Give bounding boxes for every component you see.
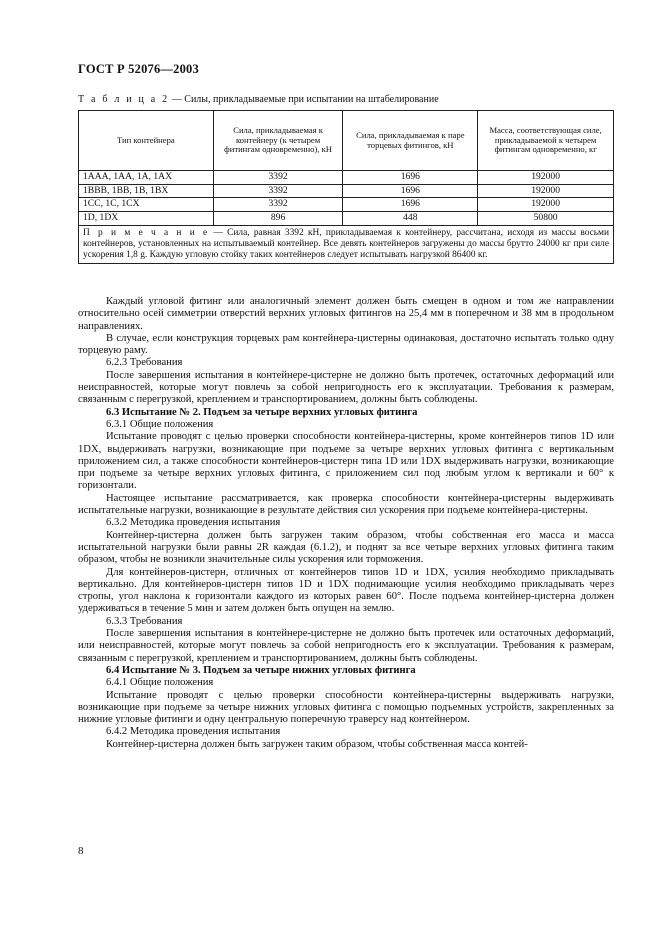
subsection-heading: 6.4.2 Методика проведения испытания	[106, 726, 281, 738]
paragraph: Каждый угловой фитинг или аналогичный элемент должен быть смещен в одном и том же направлении относительно осей симметрии отверстий верхних угловых фитингов на 25,4 мм в поперечном и 38 мм в продольном направлениях.	[78, 296, 614, 332]
table-row	[79, 212, 614, 226]
paragraph: Контейнер-цистерна должен быть загружен таким образом, чтобы собственная масса контей-	[106, 738, 528, 750]
table-cell: 1696	[343, 171, 478, 185]
paragraph: После завершения испытания в контейнере-цистерне не должно быть протечек, остаточных деформаций или неисправностей, которые могут повлечь за собой непригодность его к эксплуатации. Требования к размерам, связанным с перегрузкой, креплением и транспортированием, должны быть соблюдены.	[78, 369, 614, 406]
paragraph: Настоящее испытание рассматривается, как проверка способности контейнера-цистерны выдерживать испытательные нагрузки, возникающие в результате действия сил ускорения при подъеме контейнера-цистерны.	[78, 492, 614, 517]
table-note	[79, 225, 614, 263]
table-note-row	[79, 225, 614, 263]
table-row	[79, 184, 614, 198]
subsection-heading: 6.3.1 Общие положения	[106, 418, 214, 430]
table-note-label: П р и м е ч а н и е	[83, 227, 210, 238]
paragraph: Для контейнеров-цистерн, отличных от контейнеров типов 1D и 1DX, усилия необходимо прикладывать вертикально. Для контейнеров-цистерн типов 1D и 1DX поднимающие усилия необходимо прикладывать через стропы, угол наклона к горизонтали каждого из которых равен 60°. После подъема контейнер-цистерна должен удерживаться в течение 5 мин и затем должен быть опущен на землю.	[78, 566, 614, 615]
paragraph: Контейнер-цистерна должен быть загружен таким образом, чтобы собственная его масса и масса испытательной нагрузки были равны 2R каждая (6.1.2), и поднят за все четыре верхних угловых фитинга таким образом, чтобы не возникли значительные силы ускорения или торможения.	[78, 529, 614, 566]
document-body	[78, 296, 614, 751]
document-header: ГОСТ Р 52076—2003	[78, 62, 199, 76]
table-caption	[78, 94, 439, 105]
table-header-row	[79, 111, 614, 171]
paragraph: В случае, если конструкция торцевых рам контейнера-цистерны одинаковая, достаточно испытать только одну торцевую раму.	[78, 332, 614, 357]
column-header: Сила, прикладываемая к паре торцевых фитингов, кН	[343, 111, 478, 171]
table-cell: 192000	[478, 184, 614, 198]
table-cell: 3392	[213, 198, 343, 212]
table-row	[79, 198, 614, 212]
table-cell: 448	[343, 212, 478, 226]
column-header: Сила, прикладываемая к контейнеру (к четырем фитингам одновременно), кН	[213, 111, 343, 171]
section-heading: 6.3 Испытание № 2. Подъем за четыре верхних угловых фитинга	[106, 406, 418, 418]
column-header: Масса, соответствующая силе, прикладываемой к четырем фитингам одновременно, кг	[478, 111, 614, 171]
section-heading: 6.4 Испытание № 3. Подъем за четыре нижних угловых фитинга	[106, 664, 416, 676]
subsection-heading: 6.3.2 Методика проведения испытания	[106, 517, 281, 529]
subsection-heading: 6.3.3 Требования	[106, 615, 183, 627]
paragraph: После завершения испытания в контейнере-цистерне не должно быть протечек или остаточных деформаций, или неисправностей, которые могут повлечь за собой непригодность его к эксплуатации. Требования к размерам, связанным с перегрузкой, креплением и транспортированием, должны быть соблюдены.	[78, 628, 614, 664]
table-cell: 1696	[343, 184, 478, 198]
table-cell: 3392	[213, 184, 343, 198]
table-cell: 1D, 1DX	[79, 212, 214, 226]
subsection-heading: 6.2.3 Требования	[106, 357, 183, 369]
paragraph: Испытание проводят с целью проверки способности контейнера-цистерны выдерживать нагрузки, возникающие при подъеме за четыре нижних угловых фитинга с помощью подъемных устройств, закрепленных за нижние угловые фитинги и одну центральную поперечную траверсу над контейнером.	[78, 689, 614, 726]
table-caption-text: — Силы, прикладываемые при испытании на штабелирование	[169, 94, 439, 105]
table-row	[79, 171, 614, 185]
table-cell: 1AAA, 1AA, 1A, 1AX	[79, 171, 214, 185]
table-cell: 896	[213, 212, 343, 226]
table-cell: 1CC, 1C, 1CX	[79, 198, 214, 212]
table-note-text: — Сила, равная 3392 кН, прикладываемая к контейнеру, рассчитана, исходя из массы восьми контейнеров, установленных на испытываемый контейнер. Все девять контейнеров загружены до массы брутто 24000 кг при силе ускорения 1,8 g. Каждую угловую стойку таких контейнеров следует испытывать нагрузкой 86400 кг.	[83, 227, 609, 260]
forces-table	[78, 110, 614, 264]
table-cell: 1696	[343, 198, 478, 212]
table-cell: 192000	[478, 198, 614, 212]
table-caption-label: Т а б л и ц а 2	[78, 94, 170, 105]
table-cell: 1BBB, 1BB, 1B, 1BX	[79, 184, 214, 198]
column-header: Тип контейнера	[79, 111, 214, 171]
page-number: 8	[78, 845, 84, 857]
table-cell: 192000	[478, 171, 614, 185]
table-cell: 50800	[478, 212, 614, 226]
table-cell: 3392	[213, 171, 343, 185]
subsection-heading: 6.4.1 Общие положения	[106, 677, 214, 689]
paragraph: Испытание проводят с целью проверки способности контейнера-цистерны, кроме контейнеров типов 1D или 1DX, выдерживать нагрузки, возникающие при подъеме за четыре верхних угловых фитинга с вертикальным приложением сил, а также способности контейнеров-цистерн типа 1D или 1DX выдерживать нагрузки, возникающие при подъеме за четыре верхних угловых фитинга, с приложением сил под любым углом к вертикали и 60° к горизонтали.	[78, 431, 614, 492]
